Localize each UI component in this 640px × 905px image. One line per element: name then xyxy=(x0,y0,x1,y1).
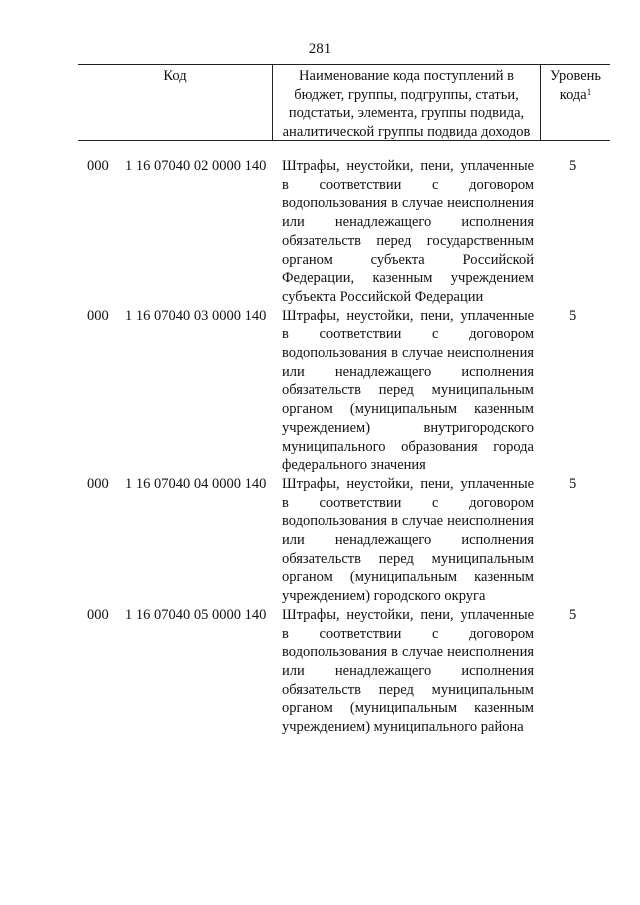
table-row xyxy=(0,475,640,606)
row-level: 5 xyxy=(569,606,577,623)
row-name: Штрафы, неустойки, пени, уплаченные в соответствии с договором водопользования в случае неисполнения или ненадлежащего исполнения обязательств перед государственным органом субъекта Российской Федерации, казенным учреждением субъекта Российской Федерации xyxy=(282,158,534,305)
row-group-code: 000 xyxy=(87,606,109,623)
header-level-footnote: 1 xyxy=(586,86,592,97)
table-row xyxy=(0,307,640,475)
row-group-code: 000 xyxy=(87,475,109,492)
row-revenue-code: 1 16 07040 05 0000 140 xyxy=(125,606,267,623)
header-name: Наименование кода поступлений в бюджет, группы, подгруппы, статьи, подстатьи, элемента, группы подвида, аналитической группы подвида доходов xyxy=(273,65,541,140)
row-name: Штрафы, неустойки, пени, уплаченные в соответствии с договором водопользования в случае неисполнения или ненадлежащего исполнения обязательств перед муниципальным органом (муниципальным казенным учреждением) внутригородского муниципального образования города федерального значения xyxy=(282,307,534,474)
header-code: Код xyxy=(78,65,273,140)
row-level: 5 xyxy=(569,475,577,492)
table-row xyxy=(0,606,640,737)
row-revenue-code: 1 16 07040 02 0000 140 xyxy=(125,158,267,174)
header-level-label: Уровень кода xyxy=(549,68,602,103)
row-group-code: 000 xyxy=(87,307,109,324)
table-row xyxy=(0,157,640,307)
header-level xyxy=(541,65,610,140)
table-body xyxy=(0,157,640,737)
row-name: Штрафы, неустойки, пени, уплаченные в соответствии с договором водопользования в случае неисполнения или ненадлежащего исполнения обязательств перед муниципальным органом (муниципальным казенным учреждением) муниципального района xyxy=(282,606,534,736)
page-number: 281 xyxy=(308,41,332,57)
row-revenue-code: 1 16 07040 03 0000 140 xyxy=(125,307,267,324)
row-level: 5 xyxy=(569,307,577,324)
row-level: 5 xyxy=(569,158,577,174)
table-header xyxy=(78,64,610,141)
row-revenue-code: 1 16 07040 04 0000 140 xyxy=(125,475,267,492)
row-name: Штрафы, неустойки, пени, уплаченные в соответствии с договором водопользования в случае неисполнения или ненадлежащего исполнения обязательств перед муниципальным органом (муниципальным казенным учреждением) городского округа xyxy=(282,475,534,605)
row-group-code: 000 xyxy=(87,158,109,174)
